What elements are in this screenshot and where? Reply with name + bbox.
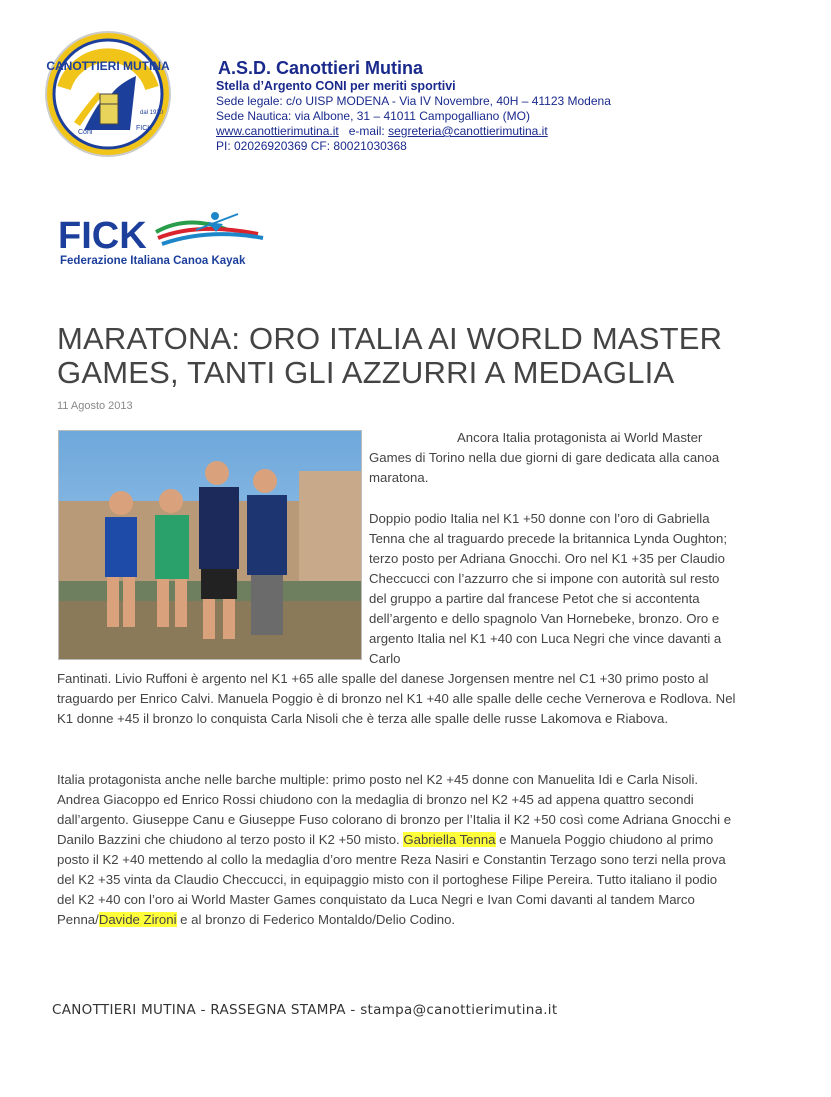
website-link[interactable]: www.canottierimutina.it [216, 124, 339, 138]
org-name: A.S.D. Canottieri Mutina [218, 58, 424, 78]
fick-fullname: Federazione Italiana Canoa Kayak [60, 255, 246, 267]
fick-acronym: FICK [58, 215, 147, 257]
contact-line [216, 124, 611, 139]
article-paragraph-2a: Doppio podio Italia nel K1 +50 donne con l’oro di Gabriella Tenna che al traguardo precede la britannica Lynda Oughton; terzo posto per Adriana Gnocchi. Oro nel K1 +35 per Claudio Checcucci con l’azzurro che si impone con autorità sul resto del gruppo a partire dal francese Petot che si accontenta dell’argento e dello spagnolo Van Hornebeke, bronzo. Oro e argento Italia nel K1 +40 con Luca Negri che vince davanti a Carlo [369, 511, 728, 666]
tax-ids: PI: 02026920369 CF: 80021030368 [216, 139, 407, 153]
sede-nautica: Sede Nautica: via Albone, 31 – 41011 Campogalliano (MO) [216, 109, 530, 123]
svg-text:FICK: FICK [136, 125, 152, 132]
org-header [216, 58, 611, 154]
article-paragraph-1 [369, 428, 729, 488]
paragraph-1-text: Ancora Italia protagonista ai World Master Games di Torino nella due giorni di gare dedicata alla canoa maratona. [369, 430, 720, 485]
sede-legale: Sede legale: c/o UISP MODENA - Via IV Novembre, 40H – 41123 Modena [216, 94, 611, 108]
email-link[interactable]: segreteria@canottierimutina.it [388, 124, 548, 138]
org-award: Stella d’Argento CONI per meriti sportivi [216, 79, 456, 93]
paragraph-3-text-c: e al bronzo di Federico Montaldo/Delio Codino. [176, 912, 456, 927]
article-title: MARATONA: ORO ITALIA AI WORLD MASTER GAMES, TANTI GLI AZZURRI A MEDAGLIA [57, 321, 723, 390]
paragraph-3-text-a: Italia protagonista anche nelle barche multiple: primo posto nel K2 +45 donne con Manuelita Idi e Carla Nisoli. Andrea Giacoppo ed Enrico Rossi chiudono con la medaglia di bronzo nel K2 +45 ad appena quattro secondi dall’argento. Giuseppe Canu e Giuseppe Fuso colorano di bronzo per l’Italia il K2 +50 così come Adriana Gnocchi e Danilo Bazzini che chiudono al terzo posto il K2 +50 misto. [57, 772, 732, 847]
article-date: 11 Agosto 2013 [57, 400, 133, 412]
logo-year: dal 1930 [140, 110, 164, 116]
highlight-gabriella-tenna: Gabriella Tenna [403, 832, 496, 847]
article-paragraph-3 [57, 770, 737, 930]
fick-logo [58, 204, 278, 270]
article-paragraph-2b: Fantinati. Livio Ruffoni è argento nel K1 +65 alle spalle del danese Jorgensen mentre nel C1 +30 primo posto al traguardo per Enrico Calvi. Manuela Poggio è di bronzo nel K1 +40 alle spalle delle ceche Vernerova e Rodlova. Nel K1 donne +45 il bronzo lo conquista Carla Nisoli che è terza alle spalle delle russe Lakomova e Riabova. [57, 671, 736, 726]
email-label: e-mail: [348, 124, 385, 138]
svg-text:Coni: Coni [78, 129, 93, 136]
press-footer: CANOTTIERI MUTINA - RASSEGNA STAMPA - stampa@canottierimutina.it [52, 1002, 558, 1018]
paragraph-3-text-b: e Manuela Poggio chiudono al primo posto il K2 +40 mettendo al collo la medaglia d’oro mentre Reza Nasiri e Constantin Terzago sono terzi nella prova del K2 +35 vinta da Claudio Checcucci, in equipaggio misto con il portoghese Filipe Pereira. Tutto italiano il podio del K2 +40 con l’oro ai World Master Games conquistato da Luca Negri e Ivan Comi davanti al tandem Marco Penna/ [57, 832, 726, 927]
svg-text:CANOTTIERI MUTINA: CANOTTIERI MUTINA [46, 59, 170, 73]
highlight-davide-zironi: Davide Zironi [98, 912, 177, 927]
athletes-photo [58, 430, 362, 660]
club-logo [44, 30, 172, 158]
